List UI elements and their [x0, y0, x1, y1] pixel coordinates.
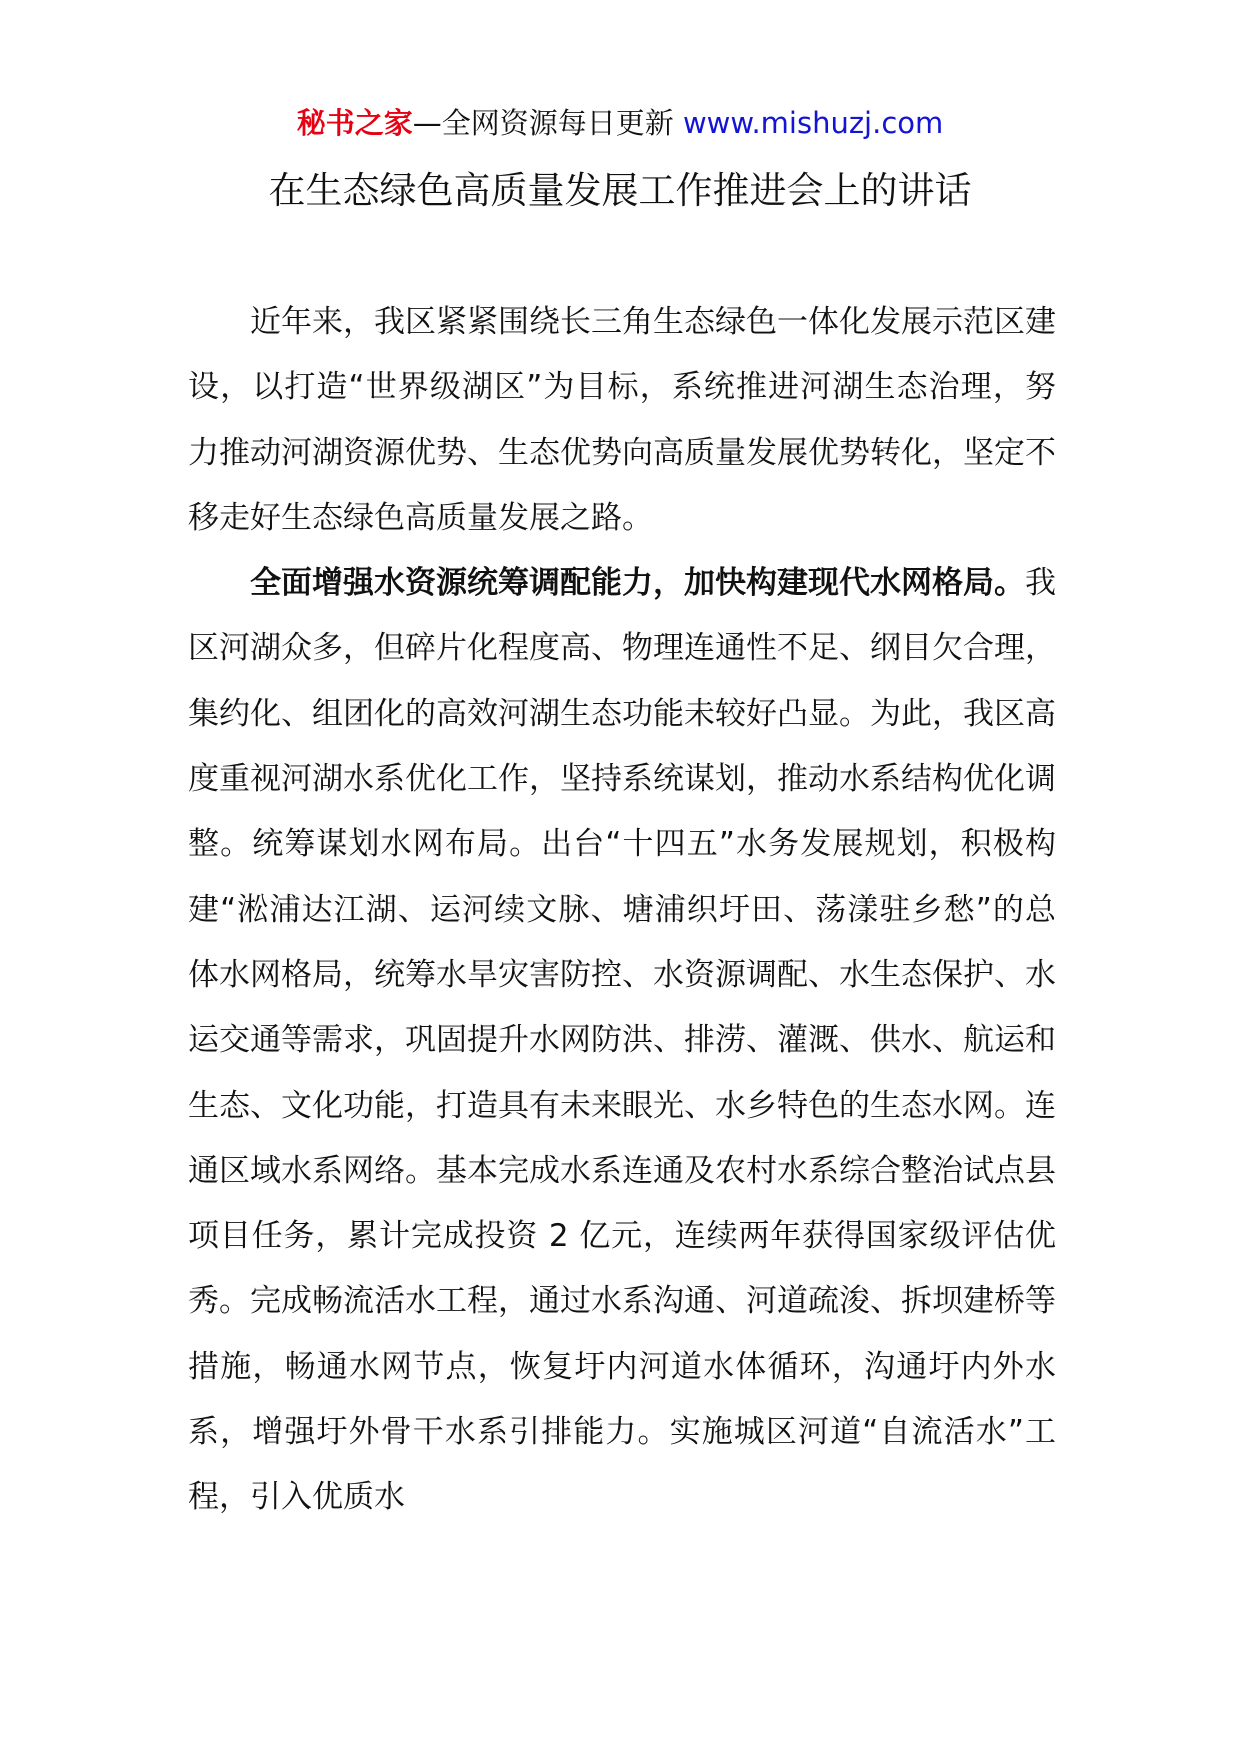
paragraph-2-lead: 全面增强水资源统筹调配能力，加快构建现代水网格局。 — [250, 565, 1025, 602]
header-tagline: —全网资源每日更新 — [412, 106, 683, 140]
paragraph-2 — [188, 551, 1056, 1530]
document-body — [188, 290, 1056, 1531]
paragraph-1-text: 近年来，我区紧紧围绕长三角生态绿色一体化发展示范区建设，以打造“世界级湖区”为目标，系统推进河湖生态治理，努力推动河湖资源优势、生态优势向高质量发展优势转化，坚定不移走好生态绿色高质量发展之路。 — [188, 304, 1056, 536]
site-header — [0, 100, 1240, 146]
paragraph-1 — [188, 290, 1056, 551]
paragraph-2-text: 我区河湖众多，但碎片化程度高、物理连通性不足、纲目欠合理，集约化、组团化的高效河湖生态功能未较好凸显。为此，我区高度重视河湖水系优化工作，坚持系统谋划，推动水系结构优化调整。统筹谋划水网布局。出台“十四五”水务发展规划，积极构建“淞浦达江湖、运河续文脉、塘浦织圩田、荡漾驻乡愁”的总体水网格局，统筹水旱灾害防控、水资源调配、水生态保护、水运交通等需求，巩固提升水网防洪、排涝、灌溉、供水、航运和生态、文化功能，打造具有未来眼光、水乡特色的生态水网。连通区域水系网络。基本完成水系连通及农村水系综合整治试点县项目任务，累计完成投资 2 亿元，连续两年获得国家级评估优秀。完成畅流活水工程，通过水系沟通、河道疏浚、拆坝建桥等措施，畅通水网节点，恢复圩内河道水体循环，沟通圩内外水系，增强圩外骨干水系引排能力。实施城区河道“自流活水”工程，引入优质水 — [188, 565, 1056, 1516]
brand-name: 秘书之家 — [296, 106, 413, 140]
document-title: 在生态绿色高质量发展工作推进会上的讲话 — [268, 169, 972, 212]
site-url-link[interactable]: www.mishuzj.com — [682, 106, 944, 140]
